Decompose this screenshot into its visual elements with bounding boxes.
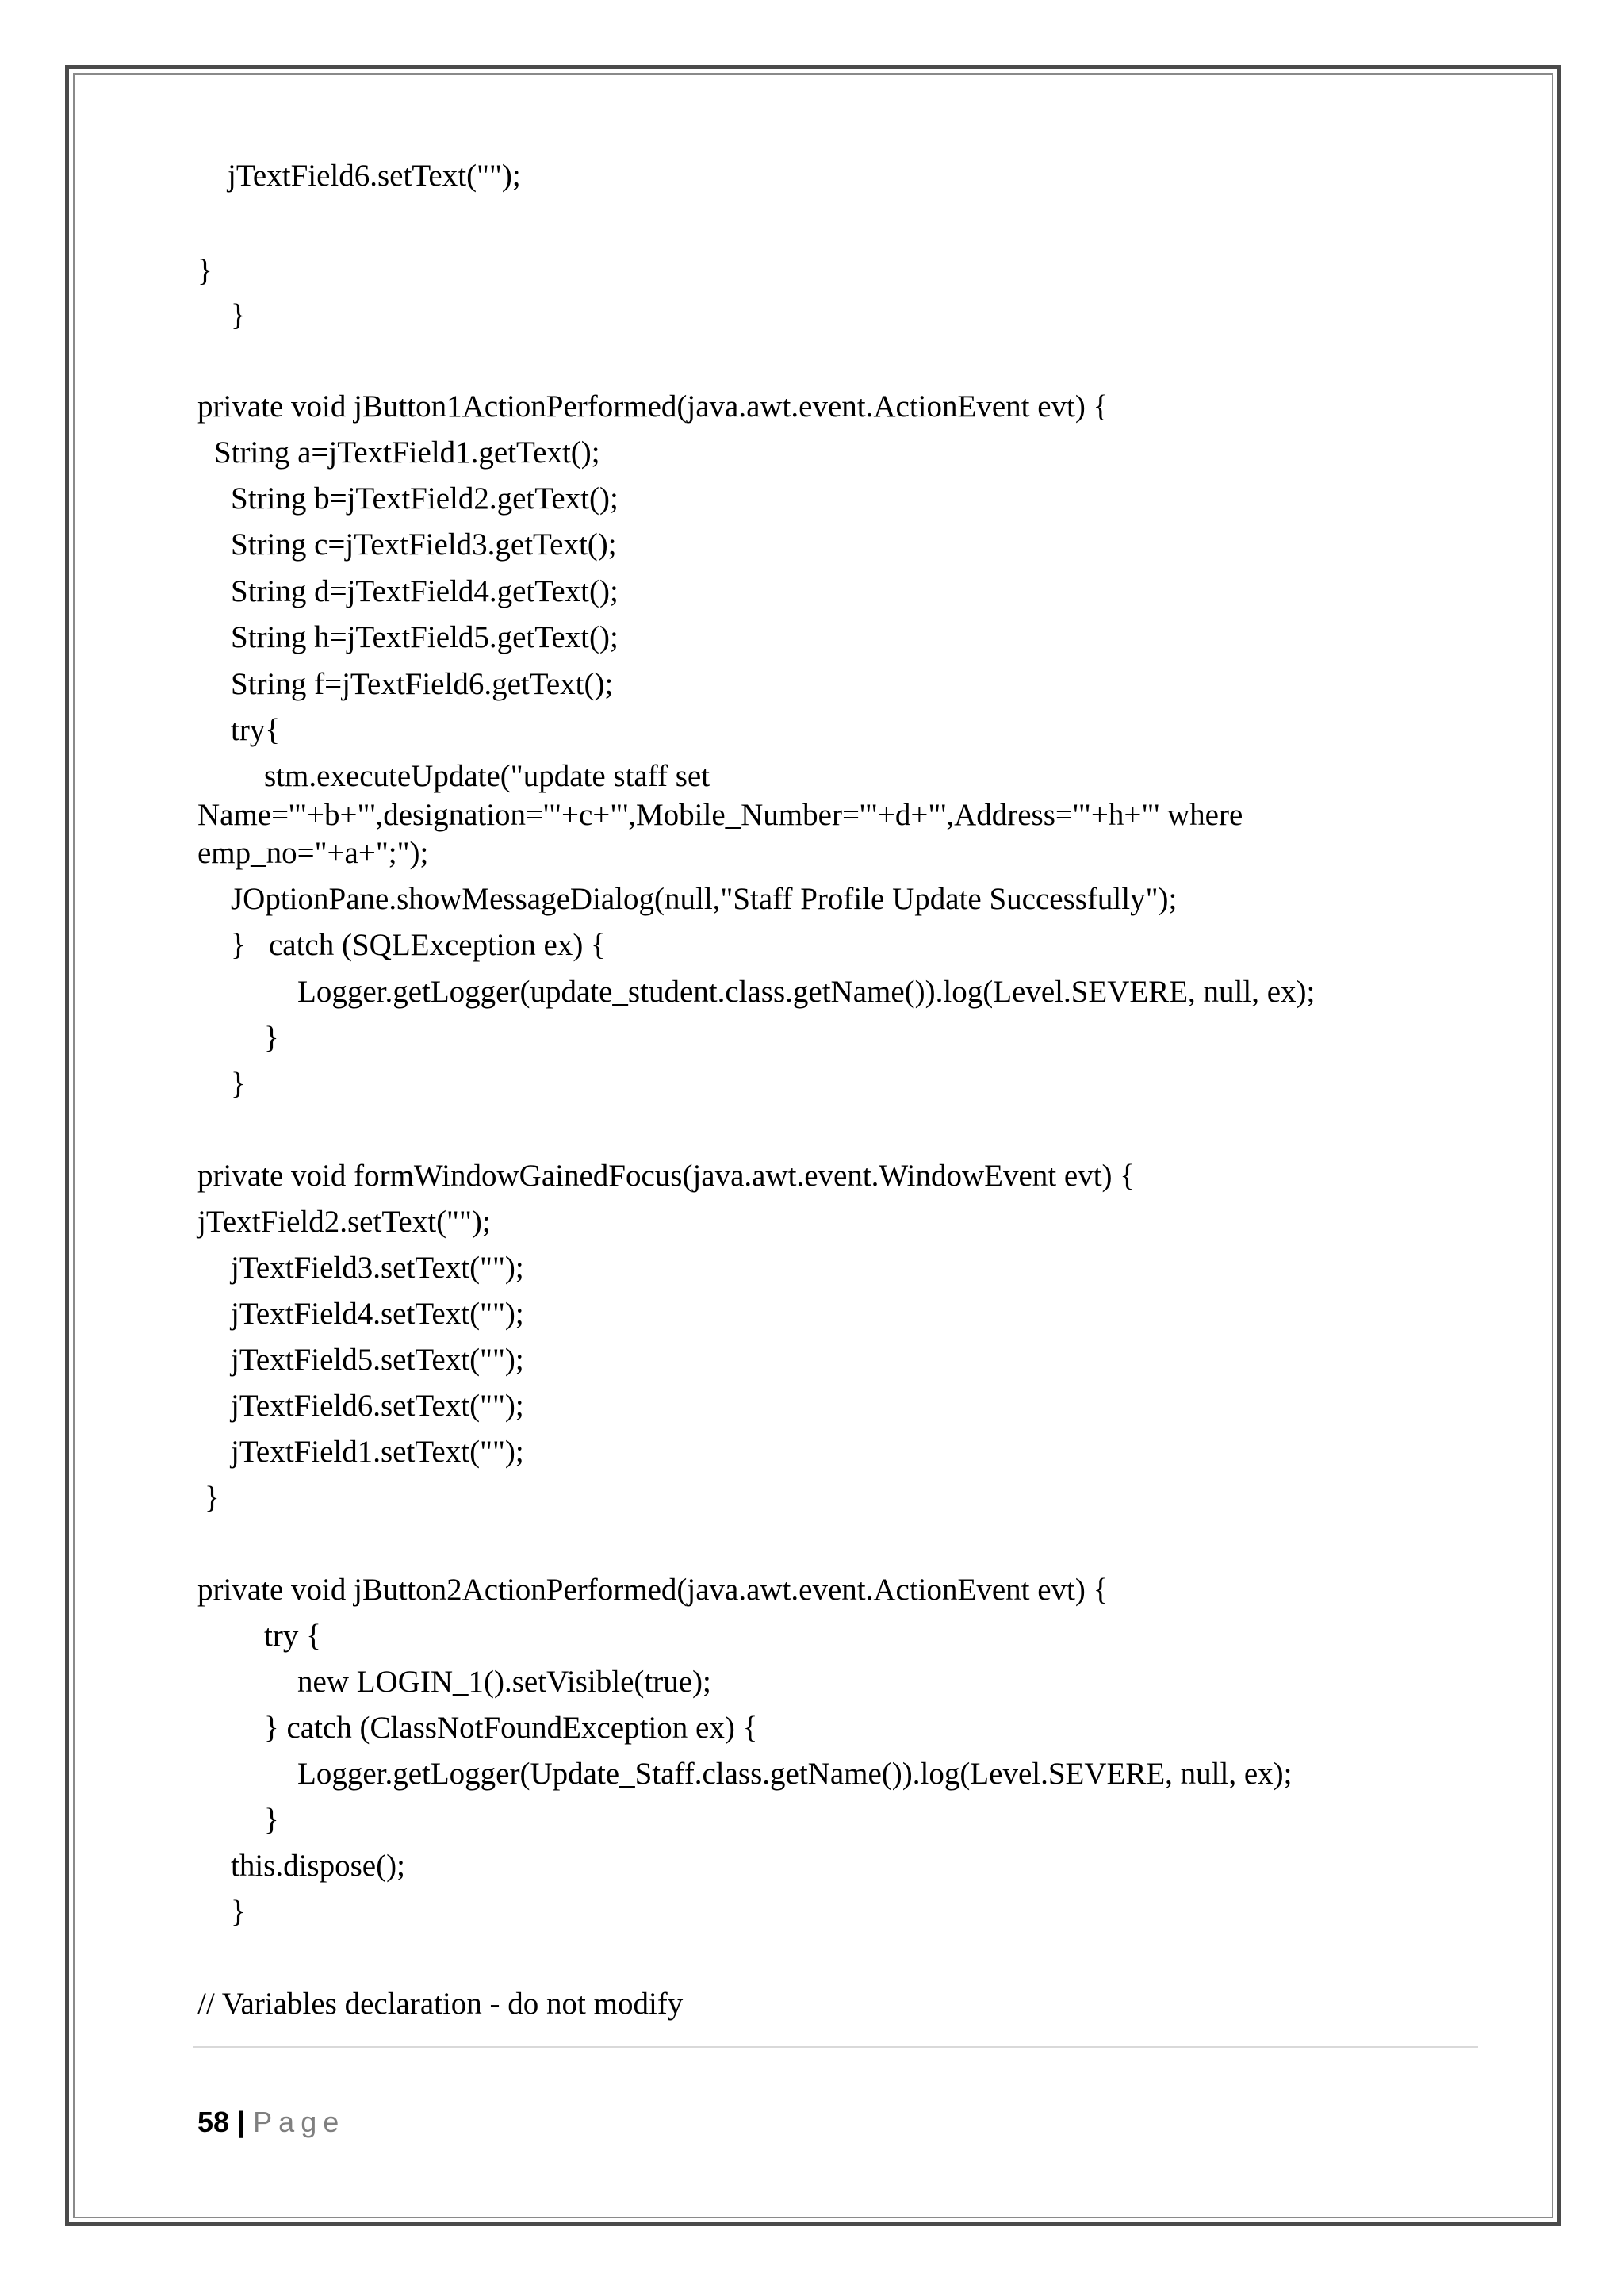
code-line: JOptionPane.showMessageDialog(null,"Staff Profile Update Successfully"); xyxy=(231,882,1178,916)
code-line: } xyxy=(231,298,246,332)
code-line: String f=jTextField6.getText(); xyxy=(231,667,614,701)
code-line: private void formWindowGainedFocus(java.awt.event.WindowEvent evt) { xyxy=(197,1159,1135,1193)
code-line: jTextField6.setText(""); xyxy=(228,159,521,193)
code-line: jTextField5.setText(""); xyxy=(231,1343,524,1377)
code-line: String h=jTextField5.getText(); xyxy=(231,620,619,654)
page-separator: | xyxy=(237,2106,246,2138)
code-line: } xyxy=(231,1067,246,1101)
code-line: Logger.getLogger(update_student.class.getName()).log(Level.SEVERE, null, ex); xyxy=(297,975,1316,1009)
code-line: String b=jTextField2.getText(); xyxy=(231,481,619,516)
code-line: private void jButton2ActionPerformed(java.awt.event.ActionEvent evt) { xyxy=(197,1573,1109,1607)
code-line: } xyxy=(264,1803,279,1837)
code-line: } xyxy=(231,1895,246,1929)
code-line: } xyxy=(205,1481,220,1515)
page-number: 58 xyxy=(197,2106,230,2138)
code-line: jTextField6.setText(""); xyxy=(231,1389,524,1423)
page-footer xyxy=(197,2105,345,2140)
code-line: new LOGIN_1().setVisible(true); xyxy=(297,1665,711,1699)
code-line: } catch (ClassNotFoundException ex) { xyxy=(264,1711,758,1745)
code-line: private void jButton1ActionPerformed(java.awt.event.ActionEvent evt) { xyxy=(197,389,1109,424)
code-line: String c=jTextField3.getText(); xyxy=(231,527,617,562)
code-comment: // Variables declaration - do not modify xyxy=(197,1987,684,2021)
page-label: Page xyxy=(253,2106,346,2138)
code-line: stm.executeUpdate("update staff set xyxy=(264,759,710,793)
code-line: } xyxy=(264,1021,279,1055)
code-line: } xyxy=(197,254,213,288)
code-line: emp_no="+a+";"); xyxy=(197,836,429,870)
footer-divider xyxy=(193,2046,1478,2048)
code-line: this.dispose(); xyxy=(231,1849,405,1883)
code-line: } catch (SQLException ex) { xyxy=(231,928,606,962)
code-line: Logger.getLogger(Update_Staff.class.getName()).log(Level.SEVERE, null, ex); xyxy=(297,1757,1293,1791)
code-line: jTextField3.setText(""); xyxy=(231,1251,524,1285)
code-line: jTextField2.setText(""); xyxy=(197,1205,491,1239)
code-line: jTextField1.setText(""); xyxy=(231,1435,524,1469)
code-line: jTextField4.setText(""); xyxy=(231,1297,524,1331)
code-line: try{ xyxy=(231,713,281,747)
code-line: Name='"+b+"',designation='"+c+"',Mobile_Number='"+d+"',Address='"+h+"' where xyxy=(197,798,1243,832)
code-line: try { xyxy=(264,1619,321,1653)
code-line: String d=jTextField4.getText(); xyxy=(231,574,619,608)
code-line: String a=jTextField1.getText(); xyxy=(214,435,600,470)
